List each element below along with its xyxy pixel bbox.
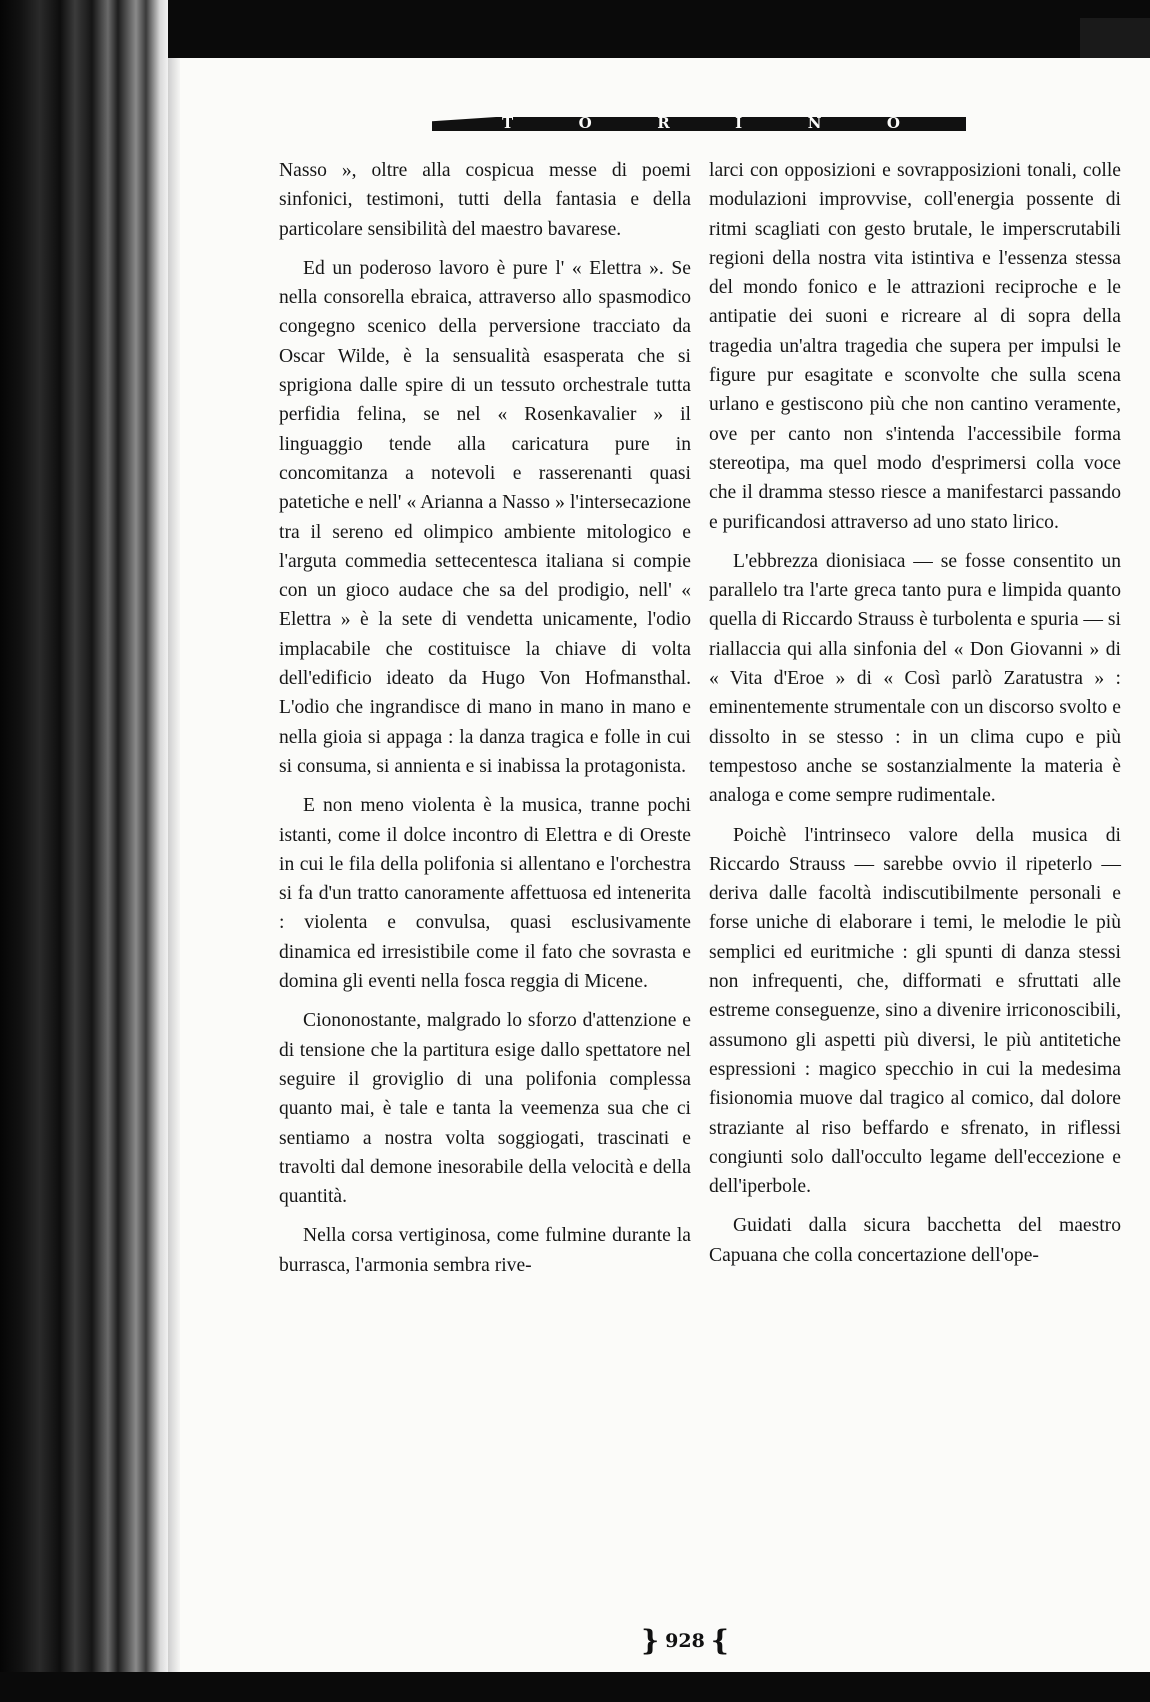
paragraph: Nella corsa vertiginosa, come fulmine durante la burrasca, l'armonia sembra rive- [279,1225,691,1276]
running-head-title: T O R I N O [502,114,902,132]
page-number [640,1625,730,1657]
right-brace-ornament: { [710,1624,729,1657]
paragraph: Ciononostante, malgrado lo sforzo d'attenzione e di tensione che la partitura esige dallo spettatore nel seguire il groviglio di una polifonia complessa quanto mai, è tale e tanta la veemenza sua che ci sentiamo a nostra volta soggiogati, trascinati e travolti dal demone inesorabile della velocità e della quantità. [279,1010,691,1208]
paragraph: Poichè l'intrinseco valore della musica di Riccardo Strauss — sarebbe ovvio il ripeterlo — deriva dalle facoltà indiscutibilmente personali e forse uniche di elaborare i temi, le melodie le più semplici ed euritmiche : gli spunti di danza stessi non infrequenti, che, difformati e sfruttati alle estreme conseguenze, sino a divenire irriconoscibili, assumono gli aspetti più diversi, le più antitetiche espressioni : magico specchio in cui la medesima fisionomia muove dal tragico al comico, dal dolore straziante al riso beffardo e sfrenato, in riflessi congiunti solo dall'occulto legame dell'eccezione e dell'iperbole. [709,824,1121,1198]
left-brace-ornament: } [641,1624,660,1657]
page-number-value: 928 [665,1630,705,1652]
right-column [709,156,1121,1270]
paragraph: Nasso », oltre alla cospicua messe di poemi sinfonici, testimoni, tutti della fantasia e della particolare sensibilità del maestro bavarese. [279,160,691,240]
paragraph: L'ebbrezza dionisiaca — se fosse consentito un parallelo tra l'arte greca tanto pura e limpida quanto quella di Riccardo Strauss è turbolenta e spuria — si riallaccia qui alla sinfonia del « Don Giovanni » di « Vita d'Eroe » di « Così parlò Zaratustra » : eminentemente strumentale con un discorso svolto e dissolto in se stesso : in un clima cupo e più tempestoso anche se sostanzialmente la materia è analoga e come sempre rudimentale. [709,550,1121,807]
scan-top-border [0,0,1150,58]
left-column [279,156,691,1280]
running-head [432,112,966,132]
paragraph: larci con opposizioni e sovrapposizioni tonali, colle modulazioni improvvise, coll'energia possente di ritmi scagliati con gesto brutale, le imperscrutabili regioni della nostra vita istintiva e l'essenza stessa del mondo fonico e le attrazioni reciproche e le antipatie dei suoni e ricreare al di sopra della tragedia un'altra tragedia che supera per impulsi le figure pur esagitate e sconvolte che sulla scena urlano e gestiscono più che non cantino veramente, ove per canto non s'intenda l'accessibile forma stereotipa, ma quel modo d'esprimersi colla voce che il dramma stesso riesce a manifestarci passando e purificandosi attraverso ad uno stato lirico. [709,160,1121,533]
paragraph: E non meno violenta è la musica, tranne pochi istanti, come il dolce incontro di Elettra e di Oreste in cui le fila della polifonia si allentano e l'orchestra si fa d'un tratto canoramente affettuosa ed intenerita : violenta e convulsa, quasi esclusivamente dinamica ed irresistibile come il fato che sovrasta e domina gli eventi nella fosca reggia di Micene. [279,795,691,993]
scan-binding-edge [0,0,168,1702]
scan-page-lip [1080,18,1150,60]
paragraph: Guidati dalla sicura bacchetta del maestro Capuana che colla concertazione dell'ope- [709,1215,1121,1266]
scan-bottom-border [0,1672,1150,1702]
paragraph: Ed un poderoso lavoro è pure l' « Elettra ». Se nella consorella ebraica, attraverso allo spasmodico congegno scenico della perversione tracciato da Oscar Wilde, è la sensualità esasperata che si sprigiona dalle spire di un tessuto orchestrale tutta perfidia felina, se nel « Rosenkavalier » il linguaggio tende alla caricatura pure in concomitanza a notevoli e rasserenanti quasi patetiche e nell' « Arianna a Nasso » l'intersecazione tra il sereno ed olimpico ambiente mitologico e l'arguta commedia settecentesca italiana si compie con un gioco audace che sa del prodigio, nell' « Elettra » è la sete di vendetta unicamente, l'odio implacabile che costituisce la chiave di volta dell'edificio ideato da Hugo Von Hofmansthal. L'odio che ingrandisce di mano in mano in mano e nella gioia si appaga : la danza tragica e folle in cui si consuma, si annienta e si inabissa la protagonista. [279,257,691,777]
